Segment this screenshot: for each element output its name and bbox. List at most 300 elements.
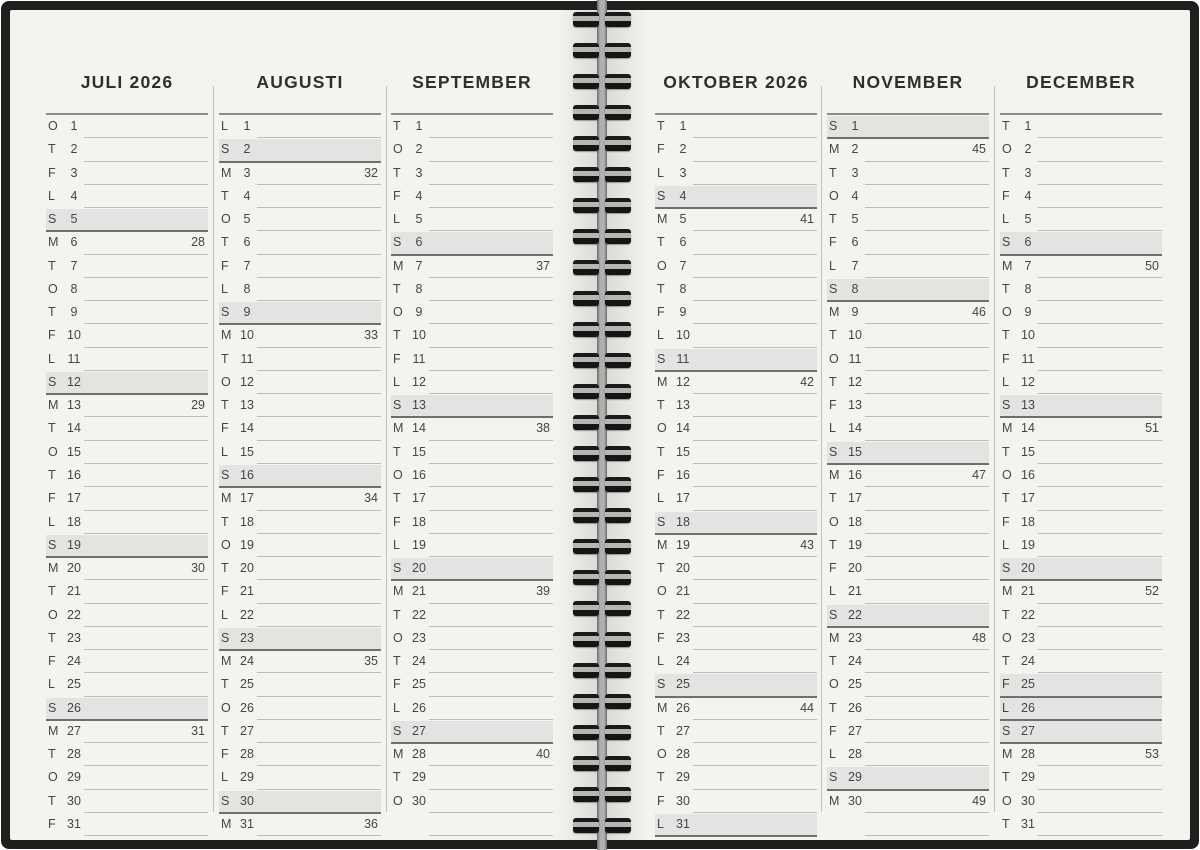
header-rule — [219, 113, 381, 115]
writing-line — [693, 161, 817, 162]
day-row — [391, 488, 553, 511]
day-row — [46, 767, 208, 790]
day-letter: L — [657, 654, 664, 669]
writing-line — [84, 672, 208, 673]
day-letter: T — [48, 468, 56, 483]
day-row — [391, 744, 553, 767]
day-letter: T — [657, 398, 665, 413]
day-number: 7 — [243, 258, 251, 273]
writing-line — [865, 603, 989, 604]
day-letter: S — [829, 770, 838, 785]
day-row — [1000, 791, 1162, 814]
day-letter: S — [221, 468, 230, 483]
day-letter: T — [829, 654, 837, 669]
day-row — [827, 302, 989, 325]
writing-line — [257, 207, 381, 208]
day-row — [391, 628, 553, 651]
day-letter: M — [221, 817, 232, 831]
day-number: 29 — [1021, 770, 1035, 785]
day-row-highlighted — [219, 628, 381, 651]
day-number: 30 — [412, 793, 426, 808]
day-row — [827, 512, 989, 535]
binding-coil — [573, 632, 631, 647]
day-number: 7 — [1024, 258, 1032, 273]
binding-coil — [573, 663, 631, 678]
column-divider — [386, 86, 387, 812]
day-number: 3 — [679, 165, 687, 180]
day-number: 29 — [848, 770, 862, 785]
writing-line — [84, 161, 208, 162]
day-number: 22 — [67, 607, 81, 622]
day-number: 20 — [240, 561, 254, 576]
day-number: 7 — [679, 258, 687, 273]
day-letter: L — [393, 212, 400, 227]
writing-line — [429, 649, 553, 650]
day-number: 15 — [676, 444, 690, 459]
day-row — [655, 209, 817, 232]
week-number: 31 — [191, 723, 205, 738]
writing-line — [1038, 672, 1162, 673]
day-row — [46, 465, 208, 488]
writing-line — [429, 230, 553, 231]
header-rule — [655, 113, 817, 115]
day-number: 24 — [848, 654, 862, 669]
day-row — [219, 581, 381, 604]
day-letter: T — [829, 374, 837, 389]
writing-line — [1038, 463, 1162, 464]
day-row — [46, 558, 208, 581]
day-row-highlighted — [1000, 232, 1162, 255]
day-row — [1000, 418, 1162, 441]
day-row — [1000, 465, 1162, 488]
day-row — [391, 535, 553, 558]
day-letter: M — [829, 305, 840, 320]
day-row — [1000, 744, 1162, 767]
day-letter: L — [1002, 374, 1009, 389]
day-row — [219, 721, 381, 744]
day-letter: O — [829, 351, 839, 366]
day-row — [655, 395, 817, 418]
day-number: 22 — [676, 607, 690, 622]
day-row — [46, 302, 208, 325]
writing-line — [429, 672, 553, 673]
day-number: 13 — [240, 398, 254, 413]
day-row — [827, 418, 989, 441]
day-row — [827, 628, 989, 651]
day-number: 13 — [848, 398, 862, 413]
binding-coil — [573, 694, 631, 709]
writing-line — [865, 672, 989, 673]
day-letter: M — [48, 723, 59, 738]
day-number: 6 — [243, 235, 251, 250]
day-letter: L — [829, 747, 836, 762]
day-number: 3 — [70, 165, 78, 180]
day-letter: M — [657, 700, 668, 715]
month-title: DECEMBER — [1026, 71, 1136, 92]
day-row — [655, 279, 817, 302]
day-number: 12 — [676, 374, 690, 389]
day-number: 3 — [1024, 165, 1032, 180]
day-row — [827, 698, 989, 721]
day-row-highlighted — [827, 279, 989, 302]
week-number: 28 — [191, 235, 205, 250]
day-row — [46, 488, 208, 511]
day-letter: T — [221, 351, 229, 366]
writing-line — [693, 277, 817, 278]
writing-line — [693, 603, 817, 604]
day-row — [219, 744, 381, 767]
day-row — [655, 325, 817, 348]
writing-line — [257, 440, 381, 441]
day-number: 19 — [412, 537, 426, 552]
day-row — [46, 116, 208, 139]
day-letter: S — [221, 630, 230, 645]
day-letter: T — [829, 165, 837, 180]
day-number: 14 — [412, 421, 426, 436]
writing-line — [693, 719, 817, 720]
writing-line — [257, 556, 381, 557]
day-number: 18 — [240, 514, 254, 529]
day-number: 30 — [676, 793, 690, 808]
day-letter: T — [1002, 165, 1010, 180]
writing-line — [429, 161, 553, 162]
day-number: 15 — [848, 444, 862, 459]
writing-line — [865, 323, 989, 324]
month-rows — [655, 116, 817, 837]
day-letter: O — [1002, 793, 1012, 808]
day-row — [391, 163, 553, 186]
day-row — [655, 488, 817, 511]
writing-line — [693, 486, 817, 487]
writing-line — [84, 765, 208, 766]
writing-line — [1038, 323, 1162, 324]
day-letter: T — [657, 281, 665, 296]
writing-line — [693, 440, 817, 441]
day-number: 8 — [679, 281, 687, 296]
writing-line — [1038, 370, 1162, 371]
day-letter: T — [829, 537, 837, 552]
writing-line — [865, 393, 989, 394]
week-number: 33 — [364, 328, 378, 343]
day-letter: M — [1002, 584, 1013, 599]
writing-line — [257, 765, 381, 766]
day-number: 13 — [412, 398, 426, 413]
day-number: 27 — [67, 723, 81, 738]
day-letter: O — [393, 793, 403, 808]
day-number: 25 — [676, 677, 690, 692]
day-number: 18 — [67, 514, 81, 529]
writing-line — [257, 254, 381, 255]
day-number: 25 — [412, 677, 426, 692]
day-row — [827, 744, 989, 767]
day-letter: F — [48, 654, 56, 669]
day-row-highlighted — [219, 139, 381, 162]
day-letter: T — [657, 770, 665, 785]
binding-coil — [573, 167, 631, 182]
day-row — [1000, 581, 1162, 604]
day-number: 10 — [848, 328, 862, 343]
day-number: 31 — [240, 817, 254, 831]
day-letter: T — [657, 235, 665, 250]
binding-coil — [573, 756, 631, 771]
day-row — [46, 256, 208, 279]
day-letter: M — [48, 561, 59, 576]
binding-coil — [573, 384, 631, 399]
day-number: 21 — [676, 584, 690, 599]
writing-line — [84, 416, 208, 417]
writing-line — [84, 533, 208, 534]
day-number: 3 — [851, 165, 859, 180]
day-row — [1000, 605, 1162, 628]
day-letter: S — [829, 607, 838, 622]
day-letter: F — [48, 328, 56, 343]
writing-line — [1038, 207, 1162, 208]
binding-coil — [573, 136, 631, 151]
writing-line — [1038, 765, 1162, 766]
day-row — [391, 279, 553, 302]
day-letter: F — [657, 468, 665, 483]
writing-line — [1038, 510, 1162, 511]
day-row-highlighted — [827, 442, 989, 465]
binding-coil — [573, 477, 631, 492]
day-number: 5 — [679, 212, 687, 227]
day-letter: F — [221, 584, 229, 599]
day-row — [655, 651, 817, 674]
writing-line — [865, 184, 989, 185]
writing-line — [257, 277, 381, 278]
writing-line — [429, 510, 553, 511]
writing-line — [693, 230, 817, 231]
writing-line — [429, 603, 553, 604]
writing-line — [84, 742, 208, 743]
day-letter: F — [829, 723, 837, 738]
day-number: 27 — [848, 723, 862, 738]
day-number: 2 — [415, 142, 423, 157]
day-letter: O — [1002, 630, 1012, 645]
day-letter: O — [1002, 305, 1012, 320]
day-row — [219, 442, 381, 465]
day-number: 16 — [676, 468, 690, 483]
day-letter: O — [393, 305, 403, 320]
day-row — [1000, 209, 1162, 232]
day-number: 2 — [1024, 142, 1032, 157]
day-letter: L — [657, 491, 664, 506]
day-letter: F — [657, 630, 665, 645]
writing-line — [84, 626, 208, 627]
day-row — [391, 651, 553, 674]
writing-line — [693, 765, 817, 766]
day-letter: T — [221, 398, 229, 413]
writing-line — [257, 416, 381, 417]
binding-coil — [573, 508, 631, 523]
day-row — [391, 418, 553, 441]
day-letter: F — [48, 491, 56, 506]
day-number: 30 — [67, 793, 81, 808]
writing-line — [429, 370, 553, 371]
day-number: 7 — [70, 258, 78, 273]
day-letter: S — [1002, 398, 1011, 413]
day-row — [1000, 442, 1162, 465]
binding-coil — [573, 601, 631, 616]
day-letter: F — [221, 747, 229, 762]
month-title: SEPTEMBER — [412, 71, 532, 92]
binding-coil — [573, 291, 631, 306]
day-letter: M — [1002, 421, 1013, 436]
day-number: 16 — [67, 468, 81, 483]
writing-line — [1038, 300, 1162, 301]
writing-line — [429, 765, 553, 766]
day-letter: M — [829, 142, 840, 157]
day-letter: F — [1002, 514, 1010, 529]
day-number: 26 — [1021, 700, 1035, 715]
writing-line — [429, 323, 553, 324]
writing-line — [1038, 603, 1162, 604]
day-row — [219, 232, 381, 255]
writing-line — [257, 300, 381, 301]
writing-line — [257, 137, 381, 138]
day-letter: T — [48, 258, 56, 273]
day-row — [1000, 256, 1162, 279]
day-number: 27 — [676, 723, 690, 738]
day-row — [46, 814, 208, 837]
week-number: 41 — [800, 212, 814, 227]
day-number: 6 — [851, 235, 859, 250]
day-number: 18 — [412, 514, 426, 529]
writing-line — [1038, 626, 1162, 627]
day-row-highlighted — [391, 232, 553, 255]
writing-line — [84, 696, 208, 697]
day-number: 26 — [240, 700, 254, 715]
day-row-highlighted — [655, 674, 817, 697]
day-row — [827, 139, 989, 162]
writing-line — [693, 463, 817, 464]
day-letter: M — [221, 491, 232, 506]
writing-line — [1038, 533, 1162, 534]
day-row — [827, 581, 989, 604]
writing-line — [84, 254, 208, 255]
day-number: 5 — [70, 212, 78, 227]
day-number: 21 — [240, 584, 254, 599]
day-number: 1 — [679, 119, 687, 134]
week-number: 47 — [972, 468, 986, 483]
day-row-highlighted — [1000, 698, 1162, 721]
day-number: 2 — [243, 142, 251, 157]
day-row-highlighted — [219, 791, 381, 814]
day-number: 9 — [70, 305, 78, 320]
day-row — [827, 488, 989, 511]
day-row-highlighted — [46, 372, 208, 395]
day-number: 10 — [676, 328, 690, 343]
day-row — [391, 512, 553, 535]
day-row — [1000, 535, 1162, 558]
day-row — [1000, 163, 1162, 186]
day-row — [46, 605, 208, 628]
day-row — [655, 139, 817, 162]
day-letter: T — [829, 328, 837, 343]
day-letter: F — [829, 398, 837, 413]
binding-coil — [573, 415, 631, 430]
day-row — [391, 465, 553, 488]
binding-coil — [573, 787, 631, 802]
day-number: 4 — [243, 188, 251, 203]
writing-line — [257, 510, 381, 511]
day-number: 8 — [70, 281, 78, 296]
day-number: 15 — [412, 444, 426, 459]
day-number: 2 — [70, 142, 78, 157]
writing-line — [429, 184, 553, 185]
day-number: 15 — [240, 444, 254, 459]
day-number: 3 — [415, 165, 423, 180]
writing-line — [84, 323, 208, 324]
day-letter: L — [829, 421, 836, 436]
day-number: 9 — [679, 305, 687, 320]
writing-line — [257, 184, 381, 185]
day-row-highlighted — [1000, 721, 1162, 744]
day-row — [219, 512, 381, 535]
day-letter: M — [221, 328, 232, 343]
day-letter: F — [1002, 351, 1010, 366]
day-number: 4 — [70, 188, 78, 203]
day-letter: T — [393, 328, 401, 343]
writing-line — [865, 742, 989, 743]
writing-line — [429, 812, 553, 813]
day-letter: L — [48, 514, 55, 529]
month-column-december — [1000, 50, 1162, 837]
day-row — [1000, 651, 1162, 674]
day-row — [46, 325, 208, 348]
day-number: 2 — [851, 142, 859, 157]
day-row — [219, 186, 381, 209]
day-row-highlighted — [46, 698, 208, 721]
day-number: 17 — [676, 491, 690, 506]
day-letter: S — [393, 561, 402, 576]
day-number: 12 — [1021, 374, 1035, 389]
day-letter: T — [829, 700, 837, 715]
day-number: 5 — [851, 212, 859, 227]
day-row — [46, 744, 208, 767]
writing-line — [429, 719, 553, 720]
day-letter: T — [829, 212, 837, 227]
day-row-highlighted — [219, 302, 381, 325]
day-number: 14 — [676, 421, 690, 436]
day-letter: S — [393, 723, 402, 738]
day-row — [827, 209, 989, 232]
day-letter: F — [393, 351, 401, 366]
day-number: 10 — [412, 328, 426, 343]
day-row — [219, 698, 381, 721]
writing-line — [865, 696, 989, 697]
week-number: 35 — [364, 654, 378, 669]
day-row — [655, 558, 817, 581]
day-number: 18 — [848, 514, 862, 529]
day-row-highlighted — [827, 605, 989, 628]
day-letter: T — [221, 188, 229, 203]
day-number: 3 — [243, 165, 251, 180]
day-number: 6 — [70, 235, 78, 250]
day-letter: T — [1002, 444, 1010, 459]
day-number: 6 — [1024, 235, 1032, 250]
day-row — [655, 372, 817, 395]
day-row — [46, 349, 208, 372]
day-letter: F — [393, 677, 401, 692]
day-row — [1000, 767, 1162, 790]
day-row — [46, 163, 208, 186]
day-number: 24 — [676, 654, 690, 669]
day-number: 31 — [67, 817, 81, 831]
day-letter: O — [48, 770, 58, 785]
day-letter: T — [657, 119, 665, 134]
day-number: 15 — [67, 444, 81, 459]
